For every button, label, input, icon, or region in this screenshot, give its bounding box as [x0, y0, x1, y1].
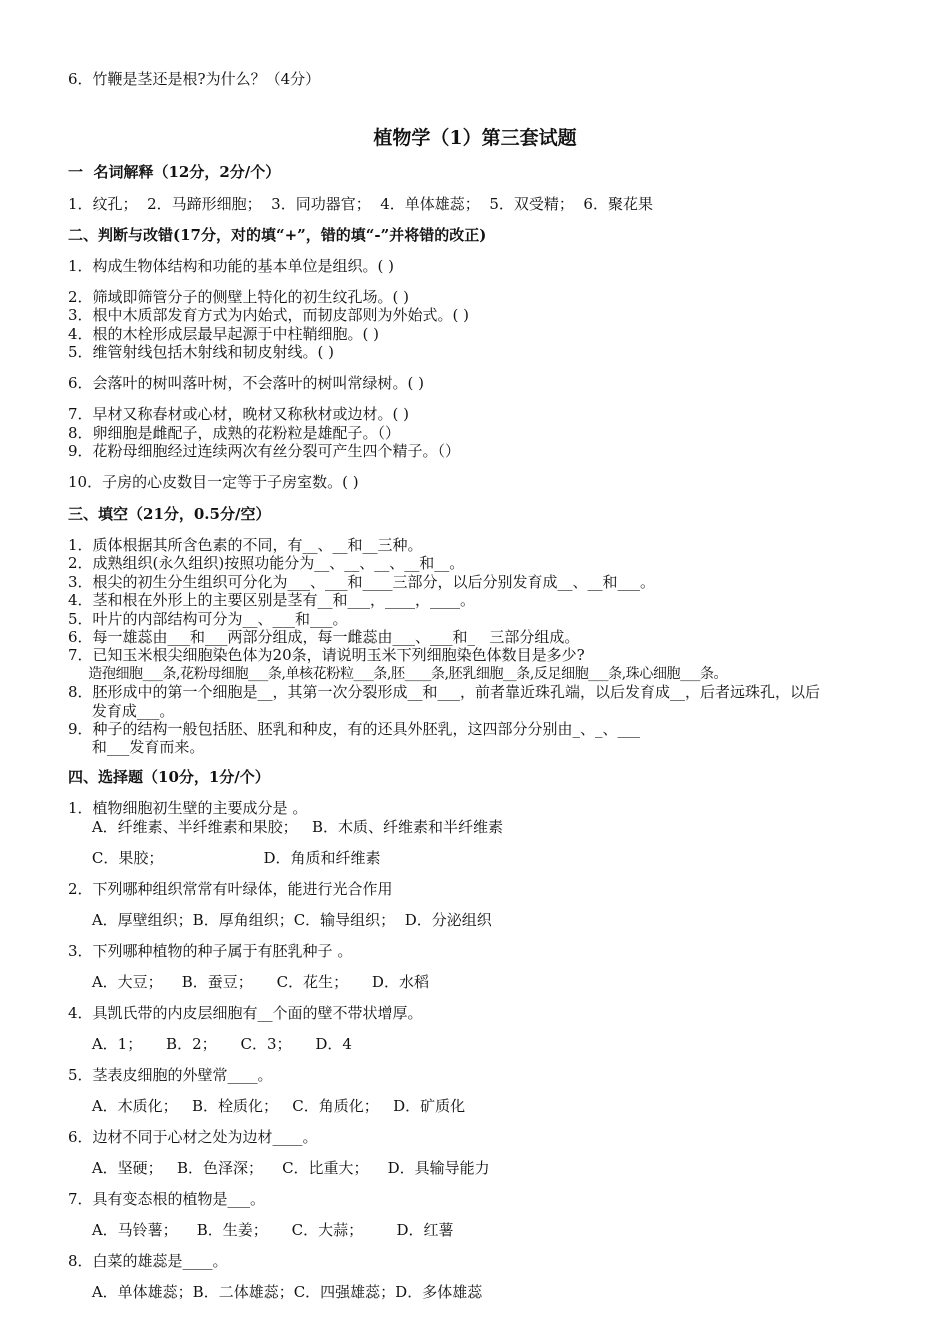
choice-q2-options: A．厚壁组织；B．厚角组织；C．输导组织； D．分泌组织 — [68, 911, 492, 929]
fill-line-8: 8．胚形成中的第一个细胞是__，其第一次分裂形成__和___，前者靠近珠孔端，以后发育成__，后者远珠孔，以后 — [68, 683, 821, 701]
section3-heading: 三、填空（21分，0.5分/空） — [68, 505, 271, 523]
judge-item-8: 8．卵细胞是雌配子，成熟的花粉粒是雄配子。（） — [68, 424, 401, 442]
fill-line-3: 3．根尖的初生分生组织可分化为___、___和____三部分，以后分别发育成__、__和___。 — [68, 573, 656, 591]
judge-item-5: 5．维管射线包括木射线和韧皮射线。( ) — [68, 343, 335, 361]
choice-q8: 8．白菜的雄蕊是____。 — [68, 1252, 228, 1270]
judge-item-6: 6．会落叶的树叫落叶树，不会落叶的树叫常绿树。( ) — [68, 374, 425, 392]
exam-title: 植物学（1）第三套试题 — [373, 127, 577, 149]
section1-terms: 1．纹孔； 2．马蹄形细胞； 3．同功器官； 4．单体雄蕊； 5．双受精； 6．聚花果 — [68, 195, 653, 213]
section2-heading: 二、判断与改错(17分，对的填“+”，错的填“-”并将错的改正) — [68, 226, 487, 244]
judge-item-4: 4．根的木栓形成层最早起源于中柱鞘细胞。( ) — [68, 325, 380, 343]
choice-q6-options: A．坚硬； B．色泽深； C．比重大； D．具输导能力 — [68, 1159, 490, 1177]
fill-line-4: 4．茎和根在外形上的主要区别是茎有__和___，____，____。 — [68, 591, 476, 609]
judge-item-3: 3．根中木质部发育方式为内始式，而韧皮部则为外始式。( ) — [68, 306, 470, 324]
judge-item-1: 1．构成生物体结构和功能的基本单位是组织。( ) — [68, 257, 395, 275]
choice-q1-options-b: C．果胶； D．角质和纤维素 — [68, 849, 381, 867]
choice-q2: 2．下列哪种组织常常有叶绿体，能进行光合作用 — [68, 880, 393, 898]
choice-q8-options: A．单体雄蕊；B．二体雄蕊；C．四强雄蕊；D．多体雄蕊 — [68, 1283, 483, 1301]
section4-heading: 四、选择题（10分，1分/个） — [68, 768, 270, 786]
choice-q1: 1．植物细胞初生壁的主要成分是 。 — [68, 799, 308, 817]
judge-item-7: 7．早材又称春材或心材，晚材又称秋材或边材。( ) — [68, 405, 410, 423]
fill-line-2: 2．成熟组织(永久组织)按照功能分为__、__、__、__和__。 — [68, 554, 465, 572]
fill-line-5: 5．叶片的内部结构可分为__、___和___。 — [68, 610, 348, 628]
choice-q3: 3．下列哪种植物的种子属于有胚乳种子 。 — [68, 942, 353, 960]
choice-q4-options: A．1； B．2； C．3； D．4 — [68, 1035, 352, 1053]
fill-line-9-continued: 和___发育而来。 — [68, 738, 205, 756]
fill-line-7-continued: 造孢细胞___条,花粉母细胞___条,单核花粉粒___条,胚____条,胚乳细胞__条,反足细胞___条,珠心细胞___条。 — [68, 666, 728, 682]
judge-item-10: 10．子房的心皮数目一定等于子房室数。( ) — [68, 473, 359, 491]
judge-item-9: 9．花粉母细胞经过连续两次有丝分裂可产生四个精子。（） — [68, 442, 461, 460]
choice-q7-options: A．马铃薯； B．生姜； C．大蒜； D．红薯 — [68, 1221, 454, 1239]
fill-line-9: 9．种子的结构一般包括胚、胚乳和种皮，有的还具外胚乳，这四部分分别由_、_、___ — [68, 720, 641, 738]
choice-q4: 4．具凯氏带的内皮层细胞有__个面的壁不带状增厚。 — [68, 1004, 423, 1022]
fill-line-1: 1．质体根据其所含色素的不同，有__、__和__三种。 — [68, 536, 423, 554]
choice-q3-options: A．大豆； B．蚕豆； C．花生； D．水稻 — [68, 973, 429, 991]
section1-heading: 一 名词解释（12分，2分/个） — [68, 163, 281, 181]
choice-q6: 6．边材不同于心材之处为边材____。 — [68, 1128, 318, 1146]
choice-q7: 7．具有变态根的植物是___。 — [68, 1190, 266, 1208]
fill-line-7: 7．已知玉米根尖细胞染色体为20条，请说明玉米下列细胞染色体数目是多少? — [68, 646, 585, 664]
choice-q5-options: A．木质化； B．栓质化； C．角质化； D．矿质化 — [68, 1097, 466, 1115]
previous-question-6: 6．竹鞭是茎还是根?为什么？（4分） — [68, 70, 321, 88]
fill-line-6: 6．每一雄蕊由___和___两部分组成，每一雌蕊由___、___和_ 三部分组成。 — [68, 628, 580, 646]
fill-line-8-continued: 发育成___。 — [68, 702, 175, 720]
choice-q1-options-a: A．纤维素、半纤维素和果胶； B．木质、纤维素和半纤维素 — [68, 818, 504, 836]
judge-item-2: 2．筛域即筛管分子的侧壁上特化的初生纹孔场。( ) — [68, 288, 410, 306]
choice-q5: 5．茎表皮细胞的外壁常____。 — [68, 1066, 273, 1084]
